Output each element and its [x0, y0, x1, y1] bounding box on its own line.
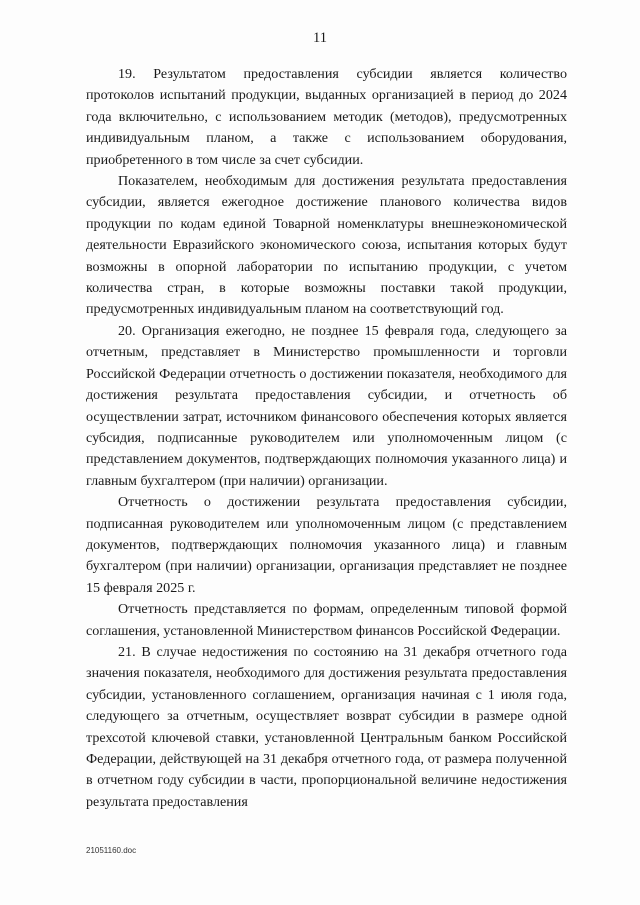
document-file-code: 21051160.doc: [86, 846, 137, 855]
paragraph-20-reporting: 20. Организация ежегодно, не позднее 15 февраля года, следующего за отчетным, представляет в Министерство промышленности и торговли Российской Федерации отчетность о достижении показателя, необходимого для достижения результата предоставления субсидии, и отчетность об осуществлении затрат, источником финансового обеспечения которых является субсидия, подписанные руководителем или уполномоченным лицом (с представлением документов, подтверждающих полномочия указанного лица) и главным бухгалтером (при наличии) организации.: [86, 322, 567, 489]
page-number: 11: [313, 30, 327, 46]
paragraph-indicator: Показателем, необходимым для достижения результата предоставления субсидии, является ежегодное достижение планового количества видов продукции по кодам единой Товарной номенклатуры внешнеэкономической деятельности Евразийского экономического союза, испытания которых будут возможны в опорной лаборатории по испытанию продукции, с учетом количества стран, в которые возможны поставки такой продукции, предусмотренных индивидуальным планом на соответствующий год.: [86, 173, 567, 318]
paragraph-report-forms: Отчетность представляется по формам, определенным типовой формой соглашения, установленной Министерством финансов Российской Федерации.: [86, 601, 567, 639]
paragraph-19-result: 19. Результатом предоставления субсидии является количество протоколов испытаний продукции, выданных организацией в период до 2024 года включительно, с использованием методик (методов), предусмотренных индивидуальным планом, а также с использованием оборудования, приобретенного в том числе за счет субсидии.: [86, 66, 567, 168]
document-body: [86, 64, 567, 813]
paragraph-21-refund: 21. В случае недостижения по состоянию на 31 декабря отчетного года значения показателя, необходимого для достижения результата предоставления субсидии, установленного соглашением, организация начиная с 1 июля года, следующего за отчетным, осуществляет возврат субсидии в размере одной трехсотой ключевой ставки, установленной Центральным банком Российской Федерации, действующей на 31 декабря отчетного года, от размера полученной в отчетном году субсидии в части, пропорциональной величине недостижения результата предоставления: [86, 643, 567, 810]
paragraph-result-report: Отчетность о достижении результата предоставления субсидии, подписанная руководителем или уполномоченным лицом (с представлением документов, подтверждающих полномочия указанного лица) и главным бухгалтером (при наличии) организации, организация представляет не позднее 15 февраля 2025 г.: [86, 494, 567, 596]
